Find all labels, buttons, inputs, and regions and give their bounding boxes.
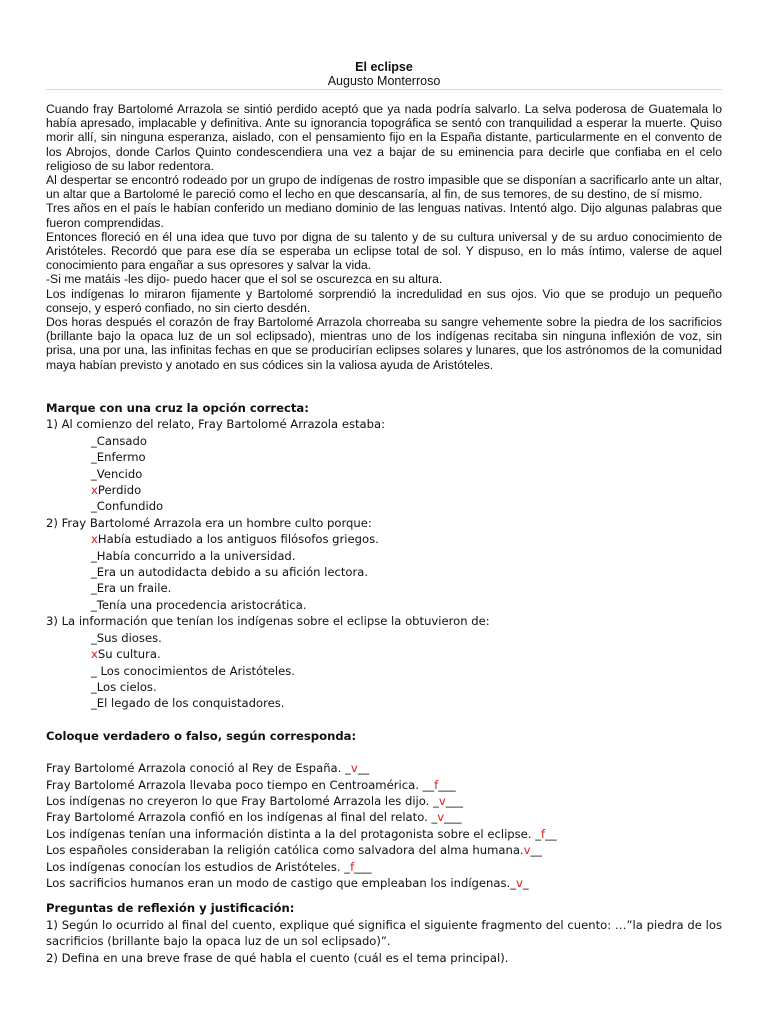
option-label: Tenía una procedencia aristocrática. <box>96 597 307 612</box>
option-mark: _ <box>91 433 97 448</box>
option-label: Enfermo <box>96 450 146 465</box>
option-mark: _ <box>91 450 97 465</box>
true-false-item <box>46 842 722 858</box>
option-item[interactable] <box>46 630 722 646</box>
option-mark: _ <box>91 466 97 481</box>
option-label: Sus dioses. <box>96 630 162 645</box>
reflection-question-2: 2) Defina en una breve frase de qué habla el cuento (cuál es el tema principal). <box>46 950 509 965</box>
option-mark: _ <box>91 581 97 596</box>
option-label: Vencido <box>96 466 143 481</box>
option-label: El legado de los conquistadores. <box>96 696 285 711</box>
statement-text: Fray Bartolomé Arrazola confió en los indígenas al final del relato. <box>46 810 432 825</box>
question-2: 2) Fray Bartolomé Arrazola era un hombre culto porque: <box>46 515 372 530</box>
option-label: Era un fraile. <box>96 581 172 596</box>
statement-text: Los indígenas conocían los estudios de Aristóteles. <box>46 859 345 874</box>
true-false-item <box>46 777 722 793</box>
option-mark: x <box>91 532 98 547</box>
true-false-item <box>46 760 722 776</box>
true-false-item <box>46 826 722 842</box>
statement-text: Los españoles consideraban la religión católica como salvadora del alma humana. <box>46 843 524 858</box>
answer-blank[interactable]: _v__ <box>345 761 370 776</box>
true-false-item <box>46 809 722 825</box>
option-item[interactable] <box>46 646 722 662</box>
option-mark: _ <box>91 548 97 563</box>
question-3: 3) La información que tenían los indígenas sobre el eclipse la obtuvieron de: <box>46 614 490 629</box>
section-gap <box>46 744 722 760</box>
option-label: Era un autodidacta debido a su afición lectora. <box>96 565 369 580</box>
option-mark: _ <box>91 630 97 645</box>
option-mark: _ <box>91 696 97 711</box>
option-mark: _ <box>91 679 97 694</box>
statement-text: Los indígenas no creyeron lo que Fray Bartolomé Arrazola les dijo. <box>46 793 434 808</box>
true-false-item <box>46 859 722 875</box>
reflection-heading: Preguntas de reflexión y justificación: <box>46 901 295 916</box>
option-item[interactable] <box>46 548 722 564</box>
option-item[interactable] <box>46 597 722 613</box>
option-item[interactable] <box>46 531 722 547</box>
option-item[interactable] <box>46 695 722 711</box>
option-label: Cansado <box>96 433 147 448</box>
option-label: Los conocimientos de Aristóteles. <box>96 663 295 678</box>
option-mark: x <box>91 483 98 498</box>
option-item[interactable] <box>46 433 722 449</box>
true-false-heading: Coloque verdadero o falso, según corresponda: <box>46 728 357 743</box>
option-label: Había estudiado a los antiguos filósofos griegos. <box>97 532 379 547</box>
multiple-choice-heading: Marque con una cruz la opción correcta: <box>46 401 309 415</box>
option-item[interactable] <box>46 663 722 679</box>
statement-text: Fray Bartolomé Arrazola llevaba poco tiempo en Centroamérica. <box>46 777 423 792</box>
answer-blank[interactable]: __f___ <box>422 777 456 792</box>
story-paragraph: Entonces floreció en él una idea que tuvo por digna de su talento y de su cultura universal y de su arduo conocimiento de Aristóteles. Recordó que para ese día se esperaba un eclipse total de sol. Y dispuso, en lo más íntimo, valerse de aquel conocimiento para engañar a sus opresores y salvar la vida. <box>46 229 722 273</box>
true-false-item <box>46 875 722 891</box>
option-mark: x <box>91 647 98 662</box>
story-paragraph: Cuando fray Bartolomé Arrazola se sintió perdido aceptó que ya nada podría salvarlo. La selva poderosa de Guatemala lo había apresado, implacable y definitiva. Ante su ignorancia topográfica se sentó con tranquilidad a esperar la muerte. Quiso morir allí, sin ninguna esperanza, aislado, con el pensamiento fijo en la España distante, particularmente en el convento de los Abrojos, donde Carlos Quinto condescendiera una vez a bajar de su eminencia para decirle que confiaba en el celo religioso de su labor redentora. <box>46 102 722 173</box>
header-divider <box>46 89 722 90</box>
option-mark: _ <box>91 663 97 678</box>
section-gap <box>46 712 722 728</box>
statement-text: Los sacrificios humanos eran un modo de castigo que empleaban los indígenas. <box>46 875 511 890</box>
story-paragraph: -Si me matáis -les dijo- puedo hacer que el sol se oscurezca en su altura. <box>46 272 443 287</box>
option-item[interactable] <box>46 466 722 482</box>
answer-blank[interactable]: _f___ <box>344 859 372 874</box>
option-mark: _ <box>91 499 97 514</box>
option-item[interactable] <box>46 580 722 596</box>
statement-text: Fray Bartolomé Arrazola conoció al Rey de España. <box>46 761 346 776</box>
option-item[interactable] <box>46 564 722 580</box>
story-paragraph: Dos horas después el corazón de fray Bartolomé Arrazola chorreaba su sangre vehemente sobre la piedra de los sacrificios (brillante bajo la opaca luz de un sol eclipsado), mientras uno de los indígenas recitaba sin ninguna inflexión de voz, sin prisa, una por una, las infinitas fechas en que se producirían eclipses solares y lunares, que los astrónomos de la comunidad maya habían previsto y anotado en sus códices sin la valiosa ayuda de Aristóteles. <box>46 315 722 372</box>
answer-blank[interactable]: _v___ <box>431 810 462 825</box>
option-item[interactable] <box>46 679 722 695</box>
true-false-item <box>46 793 722 809</box>
answer-blank[interactable]: _f__ <box>535 826 557 841</box>
answer-blank[interactable]: _v_ <box>510 875 529 890</box>
option-item[interactable] <box>46 498 722 514</box>
story-paragraph: Al despertar se encontró rodeado por un grupo de indígenas de rostro impasible que se disponían a sacrificarlo ante un altar, un altar que a Bartolomé le pareció como el lecho en que descansaría, al fin, de sus temores, de su destino, de sí mismo. <box>46 173 722 202</box>
story-author: Augusto Monterroso <box>327 74 441 88</box>
story-text <box>46 102 722 372</box>
option-label: Había concurrido a la universidad. <box>96 548 296 563</box>
section-gap <box>46 891 722 900</box>
story-title: El eclipse <box>355 60 413 74</box>
question-1: 1) Al comienzo del relato, Fray Bartolomé Arrazola estaba: <box>46 417 386 432</box>
answer-blank[interactable]: _v___ <box>433 793 464 808</box>
option-label: Perdido <box>97 483 142 498</box>
answer-blank[interactable]: v__ <box>523 843 543 858</box>
document-header <box>46 60 722 88</box>
worksheet <box>46 400 722 966</box>
option-label: Confundido <box>96 499 164 514</box>
option-label: Su cultura. <box>97 647 161 662</box>
statement-text: Los indígenas tenían una información distinta a la del protagonista sobre el eclipse. <box>46 826 536 841</box>
reflection-question-1: 1) Según lo ocurrido al final del cuento, explique qué significa el siguiente fragmento del cuento: …”la piedra de los sacrificios (brillante bajo la opaca luz de un sol eclipsado)”. <box>46 917 722 949</box>
option-item[interactable] <box>46 449 722 465</box>
option-item[interactable] <box>46 482 722 498</box>
option-label: Los cielos. <box>96 679 157 694</box>
story-paragraph: Los indígenas lo miraron fijamente y Bartolomé sorprendió la incredulidad en sus ojos. Vio que se produjo un pequeño consejo, y esperó confiado, no sin cierto desdén. <box>46 286 722 315</box>
option-mark: _ <box>91 597 97 612</box>
story-paragraph: Tres años en el país le habían conferido un mediano dominio de las lenguas nativas. Intentó algo. Dijo algunas palabras que fueron comprendidas. <box>46 201 722 230</box>
option-mark: _ <box>91 565 97 580</box>
